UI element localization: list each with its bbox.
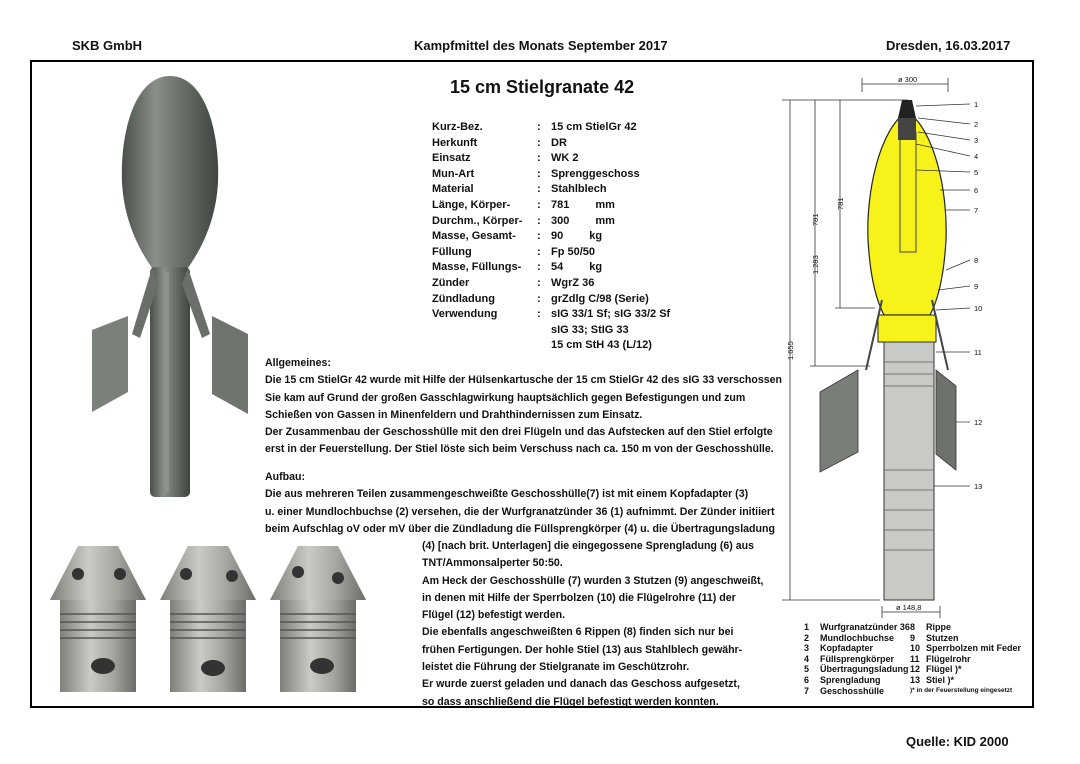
spec-value [551, 307, 670, 323]
adapter-1 [50, 546, 146, 692]
spec-colon: : [537, 198, 541, 211]
spec-value [551, 214, 615, 230]
spec-unit: kg [589, 261, 603, 274]
legend-text: Wurfgranatzünder 36 [820, 622, 910, 632]
legend-text: Flügelrohr [926, 653, 971, 664]
legend-text: Füllsprengkörper [820, 653, 895, 664]
callout-7: 7 [974, 206, 979, 215]
spec-row [432, 307, 670, 323]
spec-key: Durchm., Körper- [432, 214, 523, 227]
legend-item [910, 633, 1021, 644]
allgemeines-line: erst in der Feuerstellung. Der Stiel löste sich beim Verschuss nach ca. 150 m von der Geschosshülle. [265, 443, 774, 456]
spec-value [551, 260, 602, 276]
spec-key: Mun-Art [432, 167, 475, 180]
legend-text: Sperrbolzen mit Feder [926, 643, 1022, 654]
spec-row [432, 260, 670, 276]
spec-key: Masse, Füllungs- [432, 261, 522, 274]
aufbau-line: (4) [nach brit. Unterlagen] die eingegossene Sprengladung (6) aus [422, 540, 754, 552]
spec-row [432, 229, 670, 245]
aufbau-line: Flügel (12) befestigt werden. [422, 609, 566, 622]
dim-bottom: ø 148,8 [896, 603, 922, 612]
spec-unit: kg [589, 230, 603, 243]
spec-continuation-1: sIG 33; StIG 33 [551, 323, 629, 336]
spec-value [551, 245, 595, 261]
cutaway-diagram [770, 70, 1020, 622]
legend-note: )* in der Feuerstellung eingesetzt [910, 686, 1013, 694]
legend-item [804, 654, 910, 665]
spec-value-text: Sprenggeschoss [551, 167, 640, 180]
source-note: Quelle: KID 2000 [906, 734, 1009, 749]
spec-row [432, 292, 670, 308]
aufbau-line: TNT/Ammonsalperter 50:50. [422, 557, 563, 570]
aufbau-line: so dass anschließend die Flügel befestigt werden konnten. [422, 695, 719, 708]
allgemeines-line: Die 15 cm StielGr 42 wurde mit Hilfe der Hülsenkartusche der 15 cm StielGr 42 des sIG 33 verschossen [265, 374, 782, 387]
page-title: 15 cm Stielgranate 42 [450, 77, 635, 97]
spec-value [551, 182, 607, 198]
spec-value-text: 90 [551, 230, 564, 243]
legend-number: 12 [910, 664, 921, 675]
legend-text: Mundlochbuchse [820, 632, 894, 643]
legend-text: Flügel )* [926, 664, 962, 675]
spec-key: Füllung [432, 245, 472, 258]
spec-key: Verwendung [432, 308, 498, 321]
spec-row [432, 120, 670, 136]
spec-table [432, 120, 670, 354]
aufbau-heading: Aufbau: [265, 471, 306, 483]
spec-colon: : [537, 230, 541, 243]
callout-9: 9 [974, 282, 979, 291]
spec-value-text: WK 2 [551, 152, 579, 165]
spec-value [551, 136, 567, 152]
spec-unit: mm [595, 198, 615, 211]
spec-colon: : [537, 276, 541, 289]
allgemeines-line: Der Zusammenbau der Geschosshülle mit den drei Flügeln und das Aufstecken auf den Stiel erfolgte [265, 426, 773, 439]
spec-colon: : [537, 121, 541, 133]
callout-4: 4 [974, 152, 979, 161]
spec-colon: : [537, 245, 541, 258]
legend-number: 5 [804, 664, 810, 675]
spec-colon: : [537, 292, 541, 305]
spec-value [551, 120, 637, 136]
legend-right [910, 622, 1021, 696]
callout-11: 11 [974, 348, 982, 357]
spec-key: Länge, Körper- [432, 198, 511, 211]
spec-key: Masse, Gesamt- [432, 230, 516, 243]
legend-number: 4 [804, 653, 810, 664]
legend-item [804, 664, 910, 675]
legend-item [910, 622, 1021, 633]
aufbau-line: frühen Fertigungen. Der hohle Stiel (13) aus Stahlblech gewähr- [422, 643, 743, 656]
spec-value [551, 151, 579, 167]
spec-value-text: grZdlg C/98 (Serie) [551, 292, 649, 305]
spec-value [551, 198, 615, 214]
spec-colon: : [537, 261, 541, 274]
legend-text: Geschosshülle [820, 685, 885, 696]
spec-row [432, 136, 670, 152]
header-date: Dresden, 16.03.2017 [886, 38, 1011, 53]
dim-781-b: 781 [836, 197, 845, 210]
aufbau-line: Er wurde zuerst geladen und danach das Geschoss aufgesetzt, [422, 678, 740, 691]
spec-value-text: 15 cm StielGr 42 [551, 121, 637, 133]
callout-2: 2 [974, 120, 979, 129]
legend-left [804, 622, 910, 696]
legend-item [804, 643, 910, 654]
aufbau-line: in denen mit Hilfe der Sperrbolzen (10) die Flügelrohre (11) der [422, 591, 736, 604]
spec-row [432, 182, 670, 198]
grenade-photo [80, 72, 260, 512]
legend-item [804, 686, 910, 697]
aufbau-line: Am Heck der Geschosshülle (7) wurden 3 Stutzen (9) angeschweißt, [422, 574, 764, 587]
spec-continuation-2: 15 cm StH 43 (L/12) [551, 339, 652, 352]
spec-value-text: 54 [551, 261, 564, 274]
spec-key: Herkunft [432, 136, 478, 149]
legend-text: Stutzen [926, 632, 959, 643]
legend-item [804, 633, 910, 644]
spec-row [432, 167, 670, 183]
legend-number: 1 [804, 622, 810, 632]
legend-text: Rippe [926, 622, 952, 632]
legend-number: 13 [910, 674, 921, 685]
callout-6: 6 [974, 186, 979, 195]
spec-colon: : [537, 183, 541, 196]
dim-781-a: 781 [811, 213, 820, 226]
spec-key: Einsatz [432, 152, 471, 165]
spec-value-text: Fp 50/50 [551, 245, 596, 258]
spec-key: Kurz-Bez. [432, 121, 483, 133]
spec-value-text: 300 [551, 214, 570, 227]
adapter-3 [270, 546, 366, 692]
allgemeines-line: Schießen von Gassen in Minenfeldern und Drahthindernissen zum Einsatz. [265, 408, 643, 421]
spec-value [551, 229, 602, 245]
legend-number: 7 [804, 685, 810, 696]
spec-key: Material [432, 183, 474, 196]
legend-number: 10 [910, 643, 921, 654]
callout-13: 13 [974, 482, 983, 491]
aufbau-indented [422, 538, 763, 711]
spec-colon: : [537, 136, 541, 149]
spec-row [432, 276, 670, 292]
callout-1: 1 [974, 100, 979, 109]
legend-text: Übertragungsladung [820, 664, 909, 675]
legend-item [910, 664, 1021, 675]
legend-item [910, 654, 1021, 665]
spec-colon: : [537, 214, 541, 227]
spec-row [432, 245, 670, 261]
company-name: SKB GmbH [72, 38, 143, 53]
spec-row [432, 214, 670, 230]
legend-item [910, 675, 1021, 686]
legend-number: 9 [910, 632, 916, 643]
dim-1655: 1.655 [786, 341, 795, 360]
legend-number: 11 [910, 653, 920, 664]
spec-value [551, 167, 640, 183]
aufbau-line: u. einer Mundlochbuchse (2) versehen, die der Wurfgranatzünder 36 (1) aufnimmt. Der Zünder initiiert [265, 505, 775, 518]
spec-value [551, 276, 594, 292]
callout-3: 3 [974, 136, 979, 145]
callout-12: 12 [974, 418, 983, 427]
legend-number: 8 [910, 622, 916, 632]
aufbau-section [265, 469, 775, 538]
spec-value-text: WgrZ 36 [551, 276, 595, 289]
spec-value [551, 292, 649, 308]
legend-item [804, 675, 910, 686]
dim-1283: 1.283 [811, 255, 820, 274]
spec-key: Zündladung [432, 292, 495, 305]
spec-value-text: 781 [551, 198, 570, 211]
aufbau-line: Die ebenfalls angeschweißten 6 Rippen (8) finden sich nur bei [422, 626, 734, 639]
legend-item [910, 643, 1021, 654]
legend-number: 3 [804, 643, 810, 654]
spec-value-text: DR [551, 136, 567, 149]
header-title: Kampfmittel des Monats September 2017 [414, 38, 668, 53]
spec-row [432, 151, 670, 167]
aufbau-line: Die aus mehreren Teilen zusammengeschweißte Geschosshülle(7) ist mit einem Kopfadapter (3) [265, 488, 749, 501]
callout-5: 5 [974, 168, 979, 177]
allgemeines-line: Sie kam auf Grund der großen Gasschlagwirkung hauptsächlich gegen Befestigungen und zum [265, 391, 746, 404]
spec-value-text: Stahlblech [551, 183, 607, 196]
legend-item [804, 622, 910, 633]
callout-10: 10 [974, 304, 983, 313]
spec-value-text: sIG 33/1 Sf; sIG 33/2 Sf [551, 308, 671, 321]
legend-text: Sprengladung [820, 674, 881, 685]
adapter-2 [160, 546, 256, 692]
allgemeines-section [265, 355, 782, 459]
legend-number: 2 [804, 632, 810, 643]
aufbau-line: leistet die Führung der Stielgranate im Geschützrohr. [422, 661, 690, 674]
legend-text: Kopfadapter [820, 643, 874, 654]
spec-unit: mm [595, 214, 615, 227]
legend-number: 6 [804, 674, 810, 685]
allgemeines-heading: Allgemeines: [265, 357, 331, 369]
spec-colon: : [537, 152, 541, 165]
spec-colon: : [537, 167, 541, 180]
spec-row [432, 198, 670, 214]
legend-text: Stiel )* [926, 674, 955, 685]
dim-top: ø 300 [898, 75, 918, 84]
callout-8: 8 [974, 256, 979, 265]
fuze-adapter-photos [48, 538, 368, 698]
spec-colon: : [537, 308, 541, 321]
spec-key: Zünder [432, 276, 470, 289]
aufbau-line: beim Aufschlag oV oder mV über die Zündladung die Füllsprengkörper (4) u. die Übertragungsladung [265, 522, 775, 535]
